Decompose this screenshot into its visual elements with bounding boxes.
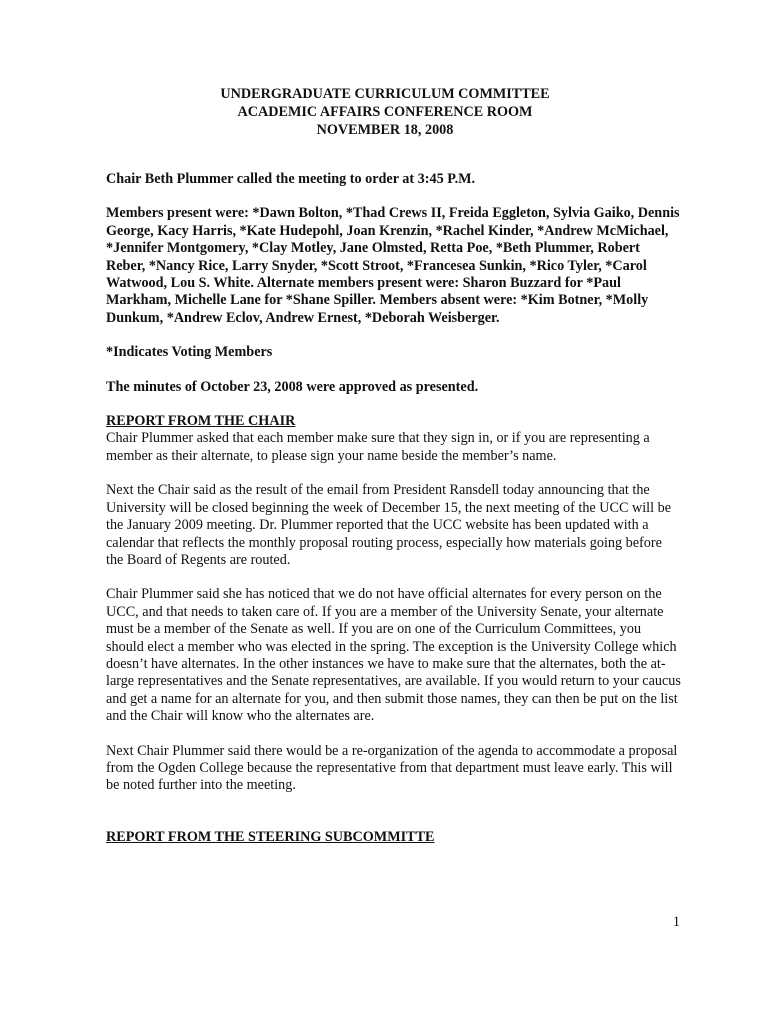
report-from-chair-heading: REPORT FROM THE CHAIR	[106, 413, 296, 430]
chair-paragraph-4: Next Chair Plummer said there would be a re-organization of the agenda to accommodate a proposal from the Ogden College because the representative from that department must leave early. This will be noted further into the meeting.	[106, 742, 678, 794]
report-from-steering-section	[106, 829, 682, 846]
page-number: 1	[672, 914, 680, 930]
report-from-steering-heading: REPORT FROM THE STEERING SUBCOMMITTE	[106, 828, 435, 845]
members-list: Members present were: *Dawn Bolton, *Thad Crews II, Freida Eggleton, Sylvia Gaiko, Dennis George, Kacy Harris, *Kate Hudepohl, Joan Krenzin, *Rachel Kinder, *Andrew McMichael, *Jennifer Montgomery, *Clay Motley, Jane Olmsted, Retta Poe, *Beth Plummer, Robert Reber, *Nancy Rice, Larry Snyder, *Scott Stroot, *Francesea Sunkin, *Rico Tyler, *Carol Watwood, Lou S. White. Alternate members present were: Sharon Buzzard for *Paul Markham, Michelle Lane for *Shane Spiller. Members absent were: *Kim Botner, *Molly Dunkum, *Andrew Eclov, Andrew Ernest, *Deborah Weisberger.	[106, 205, 680, 326]
voting-members-note: *Indicates Voting Members	[106, 344, 273, 361]
section-spacer	[106, 812, 682, 829]
report-from-chair-section	[106, 413, 682, 795]
meeting-date: NOVEMBER 18, 2008	[316, 122, 454, 138]
chair-paragraph-1: Chair Plummer asked that each member make sure that they sign in, or if you are representing a member as their alternate, to please sign your name beside the member’s name.	[106, 430, 650, 464]
minutes-approval: The minutes of October 23, 2008 were approved as presented.	[106, 378, 479, 395]
call-to-order: Chair Beth Plummer called the meeting to order at 3:45 P.M.	[106, 171, 476, 187]
meeting-location: ACADEMIC AFFAIRS CONFERENCE ROOM	[237, 104, 533, 120]
chair-paragraph-3: Chair Plummer said she has noticed that we do not have official alternates for every person on the UCC, and that needs to taken care of. If you are a member of the University Senate, your alternate must be a member of the Senate as well. If you are on one of the Curriculum Committees, you should elect a member who was elected in the spring. The exception is the University College which doesn’t have alternates. In the other instances we have to make sure that the alternates, both the at-large representatives and the Senate representatives, are available. If you would return to your caucus and get a name for an alternate for you, and then submit those names, they can then be put on the list and the Chair will know who the alternates are.	[106, 586, 681, 725]
document-body	[106, 171, 682, 846]
document-header	[0, 85, 770, 139]
committee-title: UNDERGRADUATE CURRICULUM COMMITTEE	[220, 86, 550, 102]
chair-paragraph-2: Next the Chair said as the result of the email from President Ransdell today announcing that the University will be closed beginning the week of December 15, the next meeting of the UCC will be the January 2009 meeting. Dr. Plummer reported that the UCC website has been updated with a calendar that reflects the monthly proposal routing process, especially how materials going before the Board of Regents are routed.	[106, 482, 671, 568]
